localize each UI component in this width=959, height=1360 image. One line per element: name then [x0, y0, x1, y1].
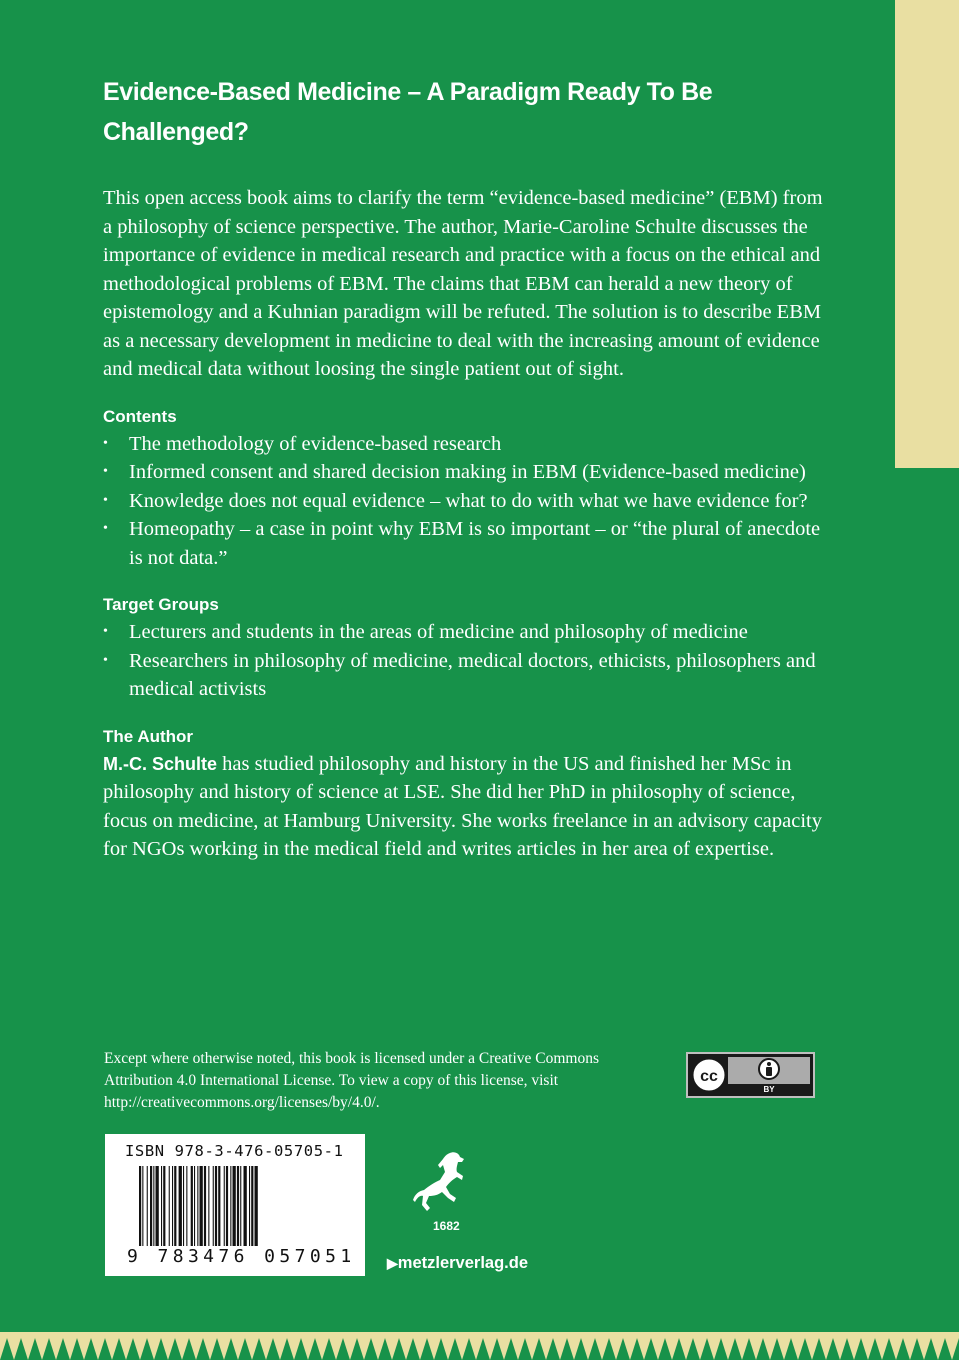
zigzag-triangle	[924, 1338, 938, 1360]
barcode-bar	[139, 1166, 141, 1246]
barcode-bar	[237, 1166, 239, 1246]
back-cover-content	[103, 72, 823, 864]
decorative-zigzag-border	[0, 1332, 959, 1360]
zigzag-triangle	[868, 1338, 882, 1360]
zigzag-triangle	[938, 1338, 952, 1360]
zigzag-triangle	[210, 1338, 224, 1360]
barcode-bar	[204, 1166, 206, 1246]
contents-item: • Knowledge does not equal evidence – what to do with what we have evidence for?	[103, 487, 823, 516]
target-group-item: • Lecturers and students in the areas of medicine and philosophy of medicine	[103, 618, 823, 647]
arrow-right-icon: ▶	[387, 1255, 398, 1271]
zigzag-triangle	[546, 1338, 560, 1360]
zigzag-triangle	[574, 1338, 588, 1360]
zigzag-triangle	[588, 1338, 602, 1360]
zigzag-triangle	[490, 1338, 504, 1360]
barcode-bar	[161, 1166, 162, 1246]
barcode-bar	[251, 1166, 253, 1246]
zigzag-triangle	[434, 1338, 448, 1360]
zigzag-triangle	[910, 1338, 924, 1360]
zigzag-triangle	[266, 1338, 280, 1360]
zigzag-triangle	[224, 1338, 238, 1360]
abstract: This open access book aims to clarify the term “evidence-based medicine” (EBM) from a philosophy of science perspective. The author, Marie-Caroline Schulte discusses the importance of evidence in medical research and practice with a focus on the ethical and methodological problems of EBM. The claims that EBM can herald a new theory of epistemology and a Kuhnian paradigm will be refuted. The solution is to describe EBM as a necessary development in medicine to deal with the increasing amount of evidence and medical data without loosing the single patient out of sight.	[103, 187, 823, 380]
zigzag-triangle	[280, 1338, 294, 1360]
barcode-bar	[156, 1166, 159, 1246]
zigzag-triangle	[98, 1338, 112, 1360]
zigzag-triangle	[0, 1338, 14, 1360]
zigzag-triangle	[126, 1338, 140, 1360]
barcode-bar	[208, 1166, 209, 1246]
barcode-bar	[169, 1166, 170, 1246]
zigzag-triangle	[448, 1338, 462, 1360]
barcode-bar	[142, 1166, 143, 1246]
zigzag-triangle	[812, 1338, 826, 1360]
zigzag-triangle	[770, 1338, 784, 1360]
barcode-bar	[218, 1166, 220, 1246]
zigzag-triangle	[616, 1338, 630, 1360]
zigzag-triangle	[952, 1338, 959, 1360]
zigzag-triangle	[658, 1338, 672, 1360]
barcode-bar	[147, 1166, 148, 1246]
zigzag-triangle	[560, 1338, 574, 1360]
license-notice: Except where otherwise noted, this book is licensed under a Creative Commons Attribution 4.0 International License. To view a copy of this license, visit http://creativecommons.org/licenses/by/4.0/.	[104, 1050, 600, 1111]
contents-heading: Contents	[103, 406, 177, 426]
barcode-bar	[186, 1166, 187, 1246]
zigzag-triangle	[644, 1338, 658, 1360]
zigzag-pattern	[0, 1332, 959, 1360]
zigzag-triangle	[392, 1338, 406, 1360]
barcode-bar	[191, 1166, 193, 1246]
zigzag-triangle	[70, 1338, 84, 1360]
zigzag-triangle	[406, 1338, 420, 1360]
barcode-bar	[224, 1166, 225, 1246]
barcode-bar	[244, 1166, 247, 1246]
publisher-founding-year: 1682	[433, 1219, 460, 1233]
zigzag-triangle	[672, 1338, 686, 1360]
cc-by-license-badge[interactable]	[686, 1052, 815, 1098]
zigzag-triangle	[168, 1338, 182, 1360]
zigzag-triangle	[294, 1338, 308, 1360]
by-label: BY	[763, 1085, 775, 1094]
barcode-bar	[163, 1166, 165, 1246]
barcode-bar	[194, 1166, 195, 1246]
contents-item: • Homeopathy – a case in point why EBM is so important – or “the plural of anecdote is not data.”	[103, 515, 823, 572]
barcode-bar	[255, 1166, 258, 1246]
zigzag-triangle	[140, 1338, 154, 1360]
barcode-bar	[179, 1166, 182, 1246]
zigzag-triangle	[182, 1338, 196, 1360]
zigzag-triangle	[154, 1338, 168, 1360]
barcode-bar	[213, 1166, 214, 1246]
barcode-bar	[153, 1166, 154, 1246]
zigzag-triangle	[784, 1338, 798, 1360]
zigzag-triangle	[602, 1338, 616, 1360]
zigzag-triangle	[28, 1338, 42, 1360]
contents-item: • Informed consent and shared decision making in EBM (Evidence-based medicine)	[103, 458, 823, 487]
barcode-bars	[139, 1166, 335, 1246]
zigzag-triangle	[308, 1338, 322, 1360]
zigzag-triangle	[420, 1338, 434, 1360]
zigzag-triangle	[742, 1338, 756, 1360]
zigzag-triangle	[504, 1338, 518, 1360]
zigzag-triangle	[196, 1338, 210, 1360]
zigzag-triangle	[252, 1338, 266, 1360]
zigzag-triangle	[686, 1338, 700, 1360]
zigzag-triangle	[238, 1338, 252, 1360]
publisher-url-text: metzlerverlag.de	[397, 1254, 529, 1272]
author-bio	[103, 750, 823, 864]
zigzag-triangle	[42, 1338, 56, 1360]
zigzag-triangle	[112, 1338, 126, 1360]
barcode-bar	[172, 1166, 173, 1246]
publisher-website-link[interactable]	[387, 1254, 528, 1273]
target-groups-heading: Target Groups	[103, 595, 219, 614]
barcode-bar	[215, 1166, 217, 1246]
zigzag-triangle	[84, 1338, 98, 1360]
author-name: M.-C. Schulte	[103, 753, 218, 774]
isbn-barcode	[105, 1134, 365, 1276]
zigzag-triangle	[798, 1338, 812, 1360]
zigzag-triangle	[854, 1338, 868, 1360]
side-accent-tab	[895, 0, 959, 468]
contents-item: • The methodology of evidence-based research	[103, 430, 823, 459]
target-group-item: • Researchers in philosophy of medicine, medical doctors, ethicists, philosophers and medical activists	[103, 647, 823, 704]
barcode-bar	[183, 1166, 184, 1246]
zigzag-triangle	[378, 1338, 392, 1360]
cc-letters: cc	[700, 1068, 718, 1085]
zigzag-triangle	[700, 1338, 714, 1360]
barcode-bar	[200, 1166, 203, 1246]
zigzag-triangle	[630, 1338, 644, 1360]
barcode-bar	[197, 1166, 198, 1246]
barcode-bar	[230, 1166, 231, 1246]
zigzag-triangle	[840, 1338, 854, 1360]
zigzag-triangle	[826, 1338, 840, 1360]
barcode-bar	[233, 1166, 236, 1246]
zigzag-triangle	[322, 1338, 336, 1360]
isbn-label: ISBN 978-3-476-05705-1	[125, 1142, 344, 1160]
isbn-digits: 9 783476 057051	[127, 1246, 356, 1267]
zigzag-triangle	[336, 1338, 350, 1360]
zigzag-triangle	[14, 1338, 28, 1360]
zigzag-triangle	[756, 1338, 770, 1360]
zigzag-triangle	[728, 1338, 742, 1360]
zigzag-triangle	[714, 1338, 728, 1360]
zigzag-triangle	[882, 1338, 896, 1360]
book-title: Evidence-Based Medicine – A Paradigm Ready To Be Challenged?	[103, 78, 713, 146]
zigzag-triangle	[56, 1338, 70, 1360]
barcode-bar	[249, 1166, 250, 1246]
zigzag-triangle	[532, 1338, 546, 1360]
author-bio-text: has studied philosophy and history in the US and finished her MSc in philosophy and history of science at LSE. She did her PhD in philosophy of science, focus on medicine, at Hamburg University. She works freelance in an advisory capacity for NGOs working in the medical field and writes articles in her area of expertise.	[103, 752, 822, 860]
barcode-bar	[174, 1166, 176, 1246]
author-heading: The Author	[103, 726, 194, 746]
zigzag-triangle	[462, 1338, 476, 1360]
barcode-bar	[226, 1166, 228, 1246]
contents-list	[103, 430, 823, 573]
zigzag-triangle	[364, 1338, 378, 1360]
rearing-horse-logo-icon	[412, 1150, 472, 1218]
zigzag-triangle	[350, 1338, 364, 1360]
barcode-bar	[240, 1166, 241, 1246]
zigzag-triangle	[476, 1338, 490, 1360]
target-groups-list	[103, 618, 823, 704]
zigzag-triangle	[896, 1338, 910, 1360]
barcode-bar	[150, 1166, 152, 1246]
zigzag-triangle	[518, 1338, 532, 1360]
